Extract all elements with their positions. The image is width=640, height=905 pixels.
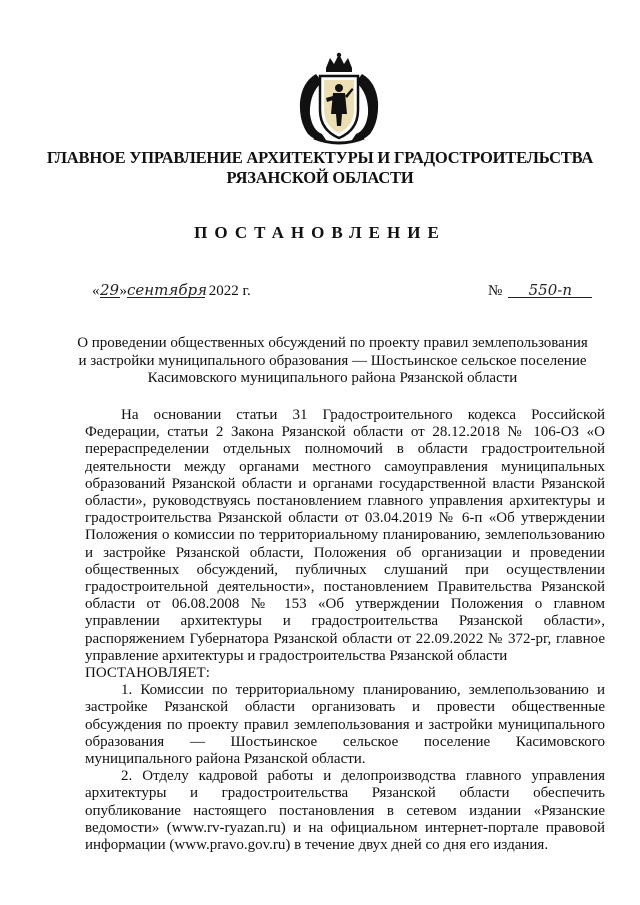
document-body	[85, 407, 605, 854]
subject-line: и застройки муниципального образования — Шостьинское сельское поселение	[78, 352, 587, 369]
document-type-title: ПОСТАНОВЛЕНИЕ	[194, 223, 446, 242]
date-year: 2022 г.	[208, 283, 251, 299]
document-date	[92, 283, 251, 300]
number-value: 550-п	[508, 283, 592, 298]
item-paragraph-1: 1. Комиссии по территориальному планированию, землепользованию и застройке Рязанской области организовать и провести общественные обсуждения по проекту правил землепользования и застройки муниципального образования — Шостьинское сельское поселение Касимовского муниципального района Рязанской области.	[85, 682, 605, 768]
coat-of-arms-icon	[296, 52, 382, 146]
date-day: 29	[99, 281, 120, 299]
subject-line: Касимовского муниципального района Рязанской области	[147, 370, 518, 386]
preamble-paragraph: На основании статьи 31 Градостроительного кодекса Российской Федерации, статьи 2 Закона Рязанской области от 28.12.2018 № 106-ОЗ «О перераспределении отдельных полномочий в области градостроительной деятельности между органами местного самоуправления муниципальных образований Рязанской области и органами государственной власти Рязанской области», руководствуясь постановлением главного управления архитектуры и градостроительства Рязанской области от 03.04.2019 № 6-п «Об утверждении Положения о комиссии по территориальному планированию, землепользованию и застройке Рязанской области, Положения об организации и проведении общественных обсуждений, публичных слушаний при осуществлении градостроительной деятельности», постановлением Правительства Рязанской области от 06.08.2008 № 153 «Об утверждении Положения о главном управлении архитектуры и градостроительства Рязанской области», распоряжением Губернатора Рязанской области от 22.09.2022 № 372-рг, главное управление архитектуры и градостроительства Рязанской области	[85, 407, 605, 664]
item-paragraph-2: 2. Отделу кадровой работы и делопроизводства главного управления архитектуры и градостроительства Рязанской области обеспечить опубликование настоящего постановления в сетевом издании «Рязанские ведомости» (www.rv-ryazan.ru) и на официальном интернет-портале правовой информации (www.pravo.gov.ru) в течение двух дней со дня его издания.	[85, 768, 605, 854]
date-month: сентября	[127, 281, 208, 299]
document-number	[488, 283, 592, 300]
document-subject	[60, 335, 605, 388]
date-open-quote: «	[92, 283, 100, 299]
subject-line: О проведении общественных обсуждений по проекту правил землепользования	[77, 335, 588, 351]
decree-word: ПОСТАНОВЛЯЕТ:	[85, 665, 210, 682]
number-sign: №	[488, 283, 503, 299]
organization-name-line-1: ГЛАВНОЕ УПРАВЛЕНИЕ АРХИТЕКТУРЫ И ГРАДОСТРОИТЕЛЬСТВА	[46, 148, 594, 167]
date-close-quote: »	[119, 283, 127, 299]
organization-name-line-2: РЯЗАНСКОЙ ОБЛАСТИ	[226, 168, 414, 187]
